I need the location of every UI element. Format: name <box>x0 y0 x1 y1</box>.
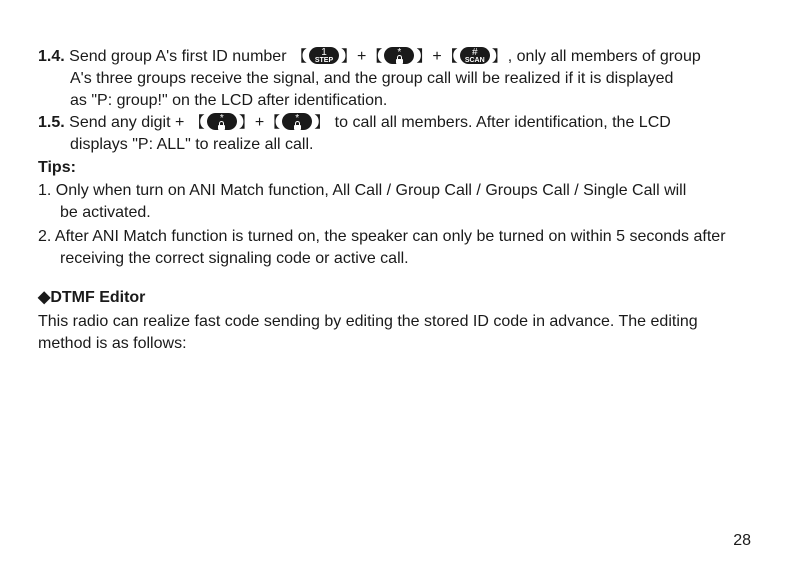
tip-1-line-2: be activated. <box>60 204 151 221</box>
lock-key-icon: * <box>282 113 312 130</box>
dtmf-line-2: method is as follows: <box>38 335 187 352</box>
item-1-4-line-3: as "P: group!" on the LCD after identification. <box>70 92 388 109</box>
item-text: to call all members. After identification, the LCD <box>334 114 671 131</box>
item-1-4-line-2: A's three groups receive the signal, and the group call will be realized if it is displayed <box>70 70 674 87</box>
item-1-5-line-2: displays "P: ALL" to realize all call. <box>70 136 314 153</box>
scan-key-icon: # SCAN <box>460 47 490 64</box>
item-text: Send group A's first ID number <box>69 48 287 65</box>
lock-key-icon: * <box>207 113 237 130</box>
dtmf-heading <box>38 288 145 308</box>
tip-1-line-1: 1. Only when turn on ANI Match function, All Call / Group Call / Groups Call / Single Call will <box>38 182 687 199</box>
dtmf-line-1: This radio can realize fast code sending by editing the stored ID code in advance. The editing <box>38 313 698 330</box>
lock-key-icon: * <box>384 47 414 64</box>
item-text: Send any digit + <box>69 114 185 131</box>
tip-2-line-1: 2. After ANI Match function is turned on, the speaker can only be turned on within 5 seconds after <box>38 228 726 245</box>
item-1-4-line-1: 1.4. Send group A's first ID number 【 1 STEP 】+【 * 】+【 # SCAN 】, only all members of group <box>38 47 701 65</box>
tips-heading: Tips: <box>38 159 76 176</box>
tip-2-line-2: receiving the correct signaling code or active call. <box>60 250 409 267</box>
step-key-icon: 1 STEP <box>309 47 339 64</box>
item-number: 1.4. <box>38 48 65 65</box>
section-title: DTMF Editor <box>50 289 146 306</box>
item-text: , only all members of group <box>507 48 701 65</box>
diamond-bullet-icon: ◆ <box>38 289 51 306</box>
item-number: 1.5. <box>38 114 65 131</box>
item-1-5-line-1: 1.5. Send any digit + 【 * 】+【 * 】 to call all members. After identification, the LCD <box>38 113 671 131</box>
page-number: 28 <box>733 532 751 549</box>
